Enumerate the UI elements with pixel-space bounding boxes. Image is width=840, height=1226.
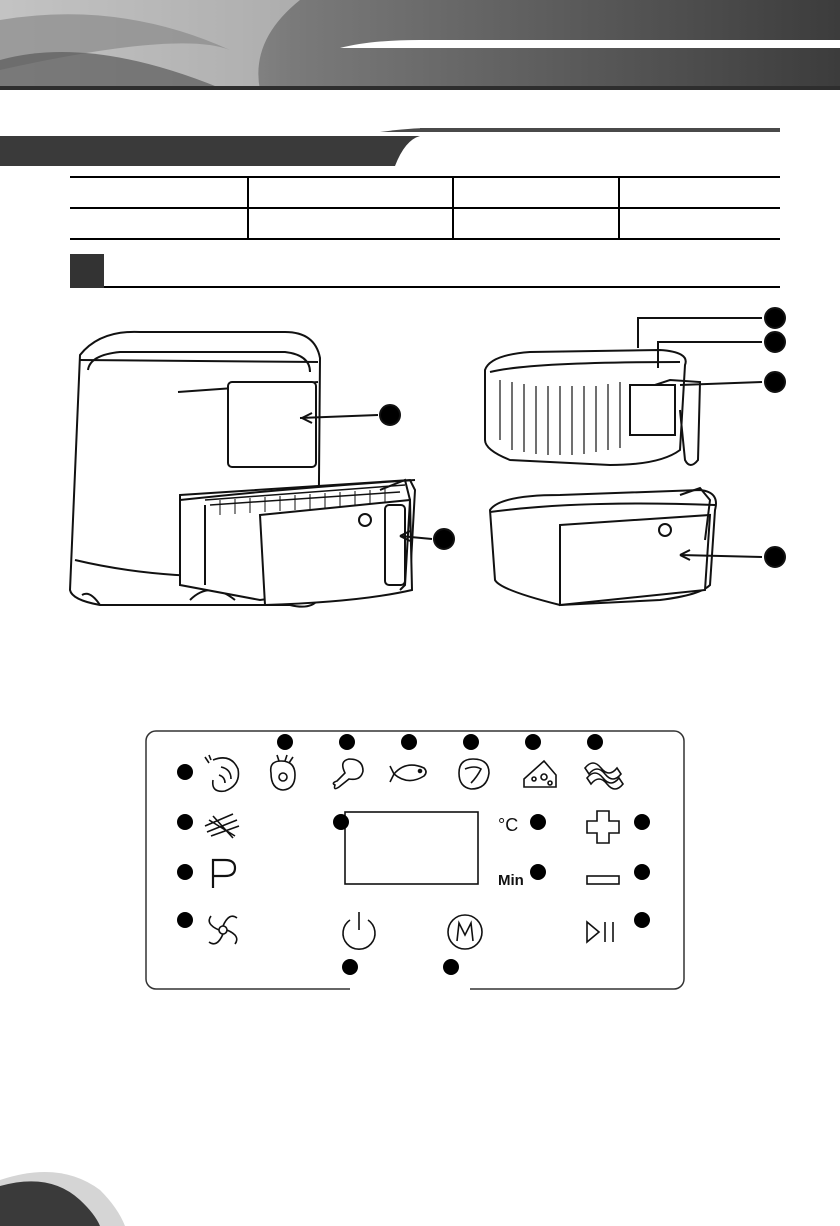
control-panel (145, 730, 685, 990)
table-cell (248, 208, 453, 239)
outer-drawer (490, 488, 716, 605)
table-cell (619, 177, 780, 208)
table-cell (248, 177, 453, 208)
section-band (0, 128, 840, 168)
table-cell (70, 177, 248, 208)
callout-line (638, 318, 762, 348)
spec-table (70, 176, 780, 240)
minutes-label: Min (498, 872, 524, 889)
callout-dot (765, 372, 785, 392)
fry-basket (485, 350, 700, 465)
header-band (0, 0, 840, 90)
table-row (70, 208, 780, 239)
section-marker-square (70, 254, 104, 288)
table-cell (70, 208, 248, 239)
celsius-label: °C (498, 815, 519, 835)
callout-dot (434, 529, 454, 549)
callout-dot (765, 547, 785, 567)
table-cell (619, 208, 780, 239)
table-cell (453, 177, 619, 208)
footer-corner (0, 1160, 140, 1226)
air-fryer-illustration (60, 300, 790, 630)
table-cell (453, 208, 619, 239)
table-row (70, 177, 780, 208)
air-fryer-drawer (180, 480, 415, 605)
display-screen (345, 812, 478, 884)
section-rule (104, 286, 780, 288)
callout-dot (765, 332, 785, 352)
callout-dot (765, 308, 785, 328)
callout-dot (380, 405, 400, 425)
